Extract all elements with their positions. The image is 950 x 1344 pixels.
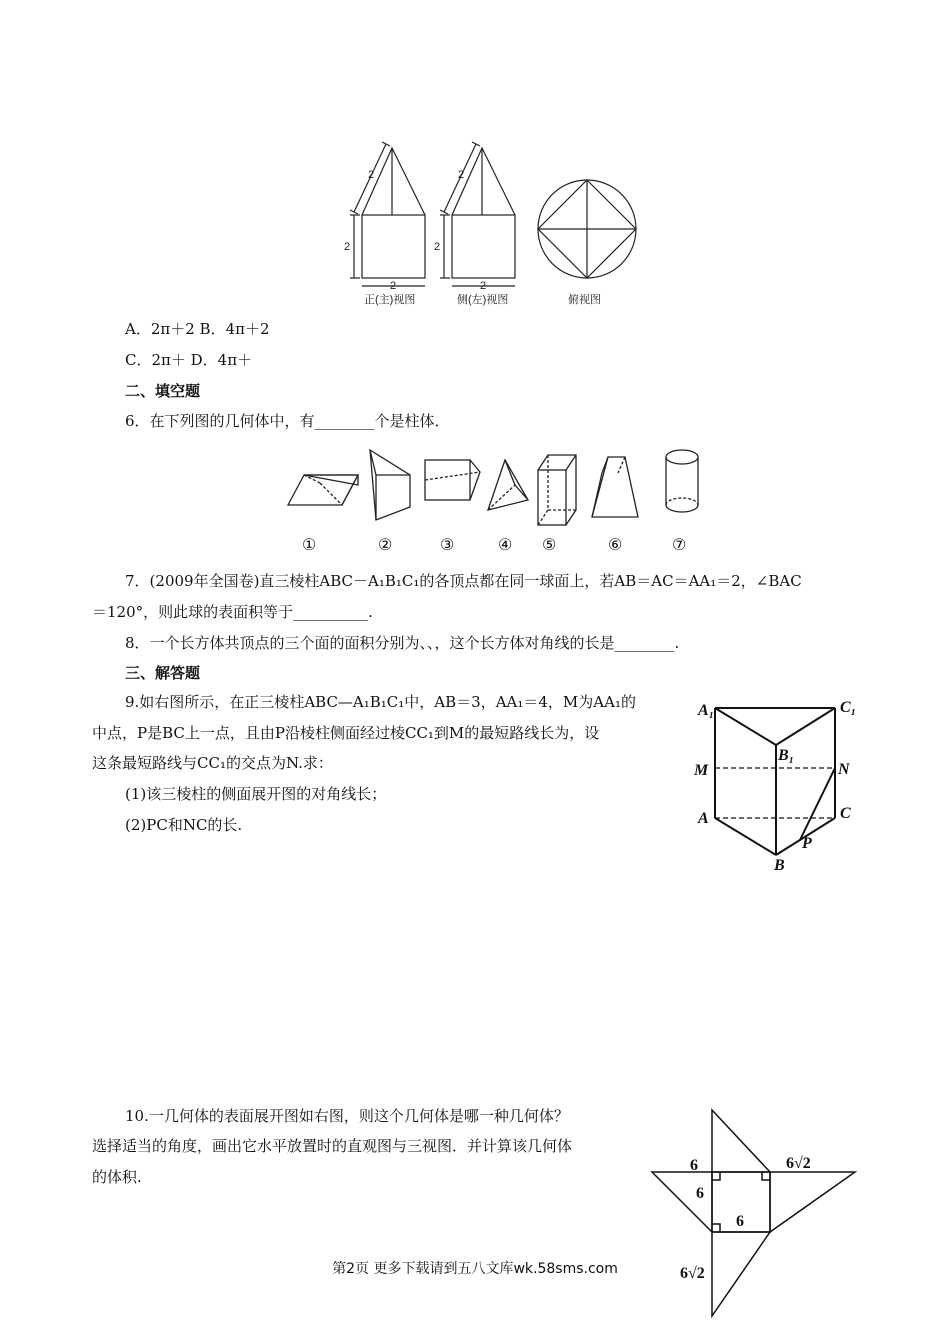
svg-text:⑤: ⑤ [542, 537, 557, 554]
section-fill-in: 二、填空题 [125, 382, 201, 400]
svg-text:2: 2 [390, 280, 397, 292]
svg-text:6√2: 6√2 [680, 1265, 705, 1282]
svg-text:2: 2 [480, 280, 487, 292]
q5-options-line2: C．2π＋ D．4π＋ [125, 351, 253, 369]
svg-text:2: 2 [344, 241, 351, 253]
question-8: 8．一个长方体共顶点的三个面的面积分别为、、，这个长方体对角线的长是________. [125, 634, 680, 652]
svg-text:A: A [698, 810, 709, 827]
q5-options-line1: A．2π＋2 B．4π＋2 [125, 320, 270, 338]
side-view-label: 侧(左)视图 [457, 294, 509, 306]
svg-text:2: 2 [434, 241, 441, 253]
svg-text:P: P [802, 835, 812, 852]
svg-text:6: 6 [690, 1157, 698, 1174]
question-7-line1: 7．(2009年全国卷)直三棱柱ABC－A₁B₁C₁的各顶点都在同一球面上，若AB＝AC＝AA₁＝2，∠BAC [125, 572, 802, 590]
svg-text:A₁: A₁ [698, 702, 715, 719]
svg-text:C₁: C₁ [840, 699, 857, 716]
svg-text:2: 2 [458, 169, 465, 181]
front-view-label: 正(主)视图 [364, 294, 416, 306]
svg-text:③: ③ [440, 537, 455, 554]
question-10-line2: 选择适当的角度，画出它水平放置时的直观图与三视图．并计算该几何体 [92, 1137, 573, 1155]
svg-text:N: N [838, 761, 850, 778]
top-view-label: 俯视图 [568, 294, 601, 306]
question-10-line1: 10.一几何体的表面展开图如右图，则这个几何体是哪一种几何体？ [125, 1107, 569, 1125]
question-7-line2: ＝120°，则此球的表面积等于__________. [92, 603, 373, 621]
svg-text:6: 6 [696, 1185, 704, 1202]
svg-text:B₁: B₁ [778, 747, 795, 764]
question-10-line3: 的体积. [92, 1168, 142, 1186]
net-figure [650, 1108, 860, 1318]
svg-text:6√2: 6√2 [786, 1155, 811, 1172]
page-footer: 第2页 更多下载请到五八文库wk.58sms.com [332, 1261, 618, 1277]
svg-text:①: ① [302, 537, 317, 554]
question-9-line2: 中点，P是BC上一点，且由P沿棱柱侧面经过棱CC₁到M的最短路线长为，设 [92, 724, 600, 742]
svg-text:6: 6 [736, 1213, 744, 1230]
svg-text:2: 2 [368, 169, 375, 181]
three-views-figure [340, 140, 640, 315]
svg-text:②: ② [378, 537, 393, 554]
prism-figure [690, 690, 865, 875]
question-9-part1: (1)该三棱柱的侧面展开图的对角线长； [125, 785, 387, 803]
svg-text:⑥: ⑥ [608, 537, 623, 554]
question-9-line1: 9.如右图所示，在正三棱柱ABC—A₁B₁C₁中，AB＝3，AA₁＝4，M为AA₁的 [125, 693, 636, 711]
svg-text:C: C [840, 805, 851, 822]
svg-text:⑦: ⑦ [672, 537, 687, 554]
q6-solids-figure [280, 445, 720, 555]
question-9-line3: 这条最短路线与CC₁的交点为N.求： [92, 754, 333, 772]
svg-text:④: ④ [498, 537, 513, 554]
question-9-part2: (2)PC和NC的长. [125, 816, 243, 834]
question-6: 6．在下列图的几何体中，有________个是柱体． [125, 412, 450, 430]
section-answer: 三、解答题 [125, 664, 201, 682]
svg-text:M: M [694, 762, 709, 779]
svg-text:B: B [774, 857, 785, 874]
